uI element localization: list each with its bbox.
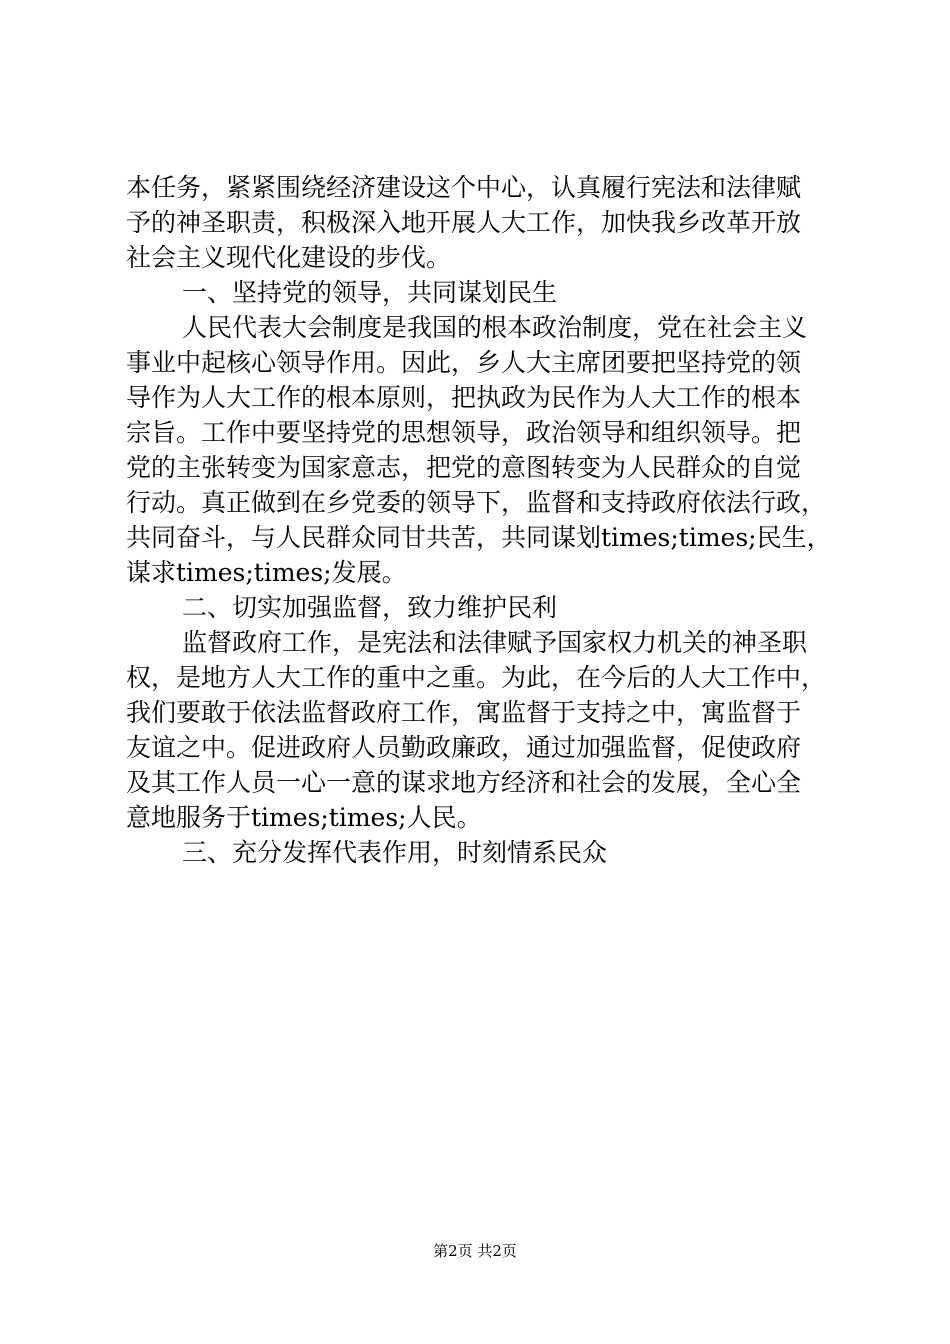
document-body — [126, 170, 836, 870]
paragraph-line: 宗旨。工作中要坚持党的思想领导，政治领导和组织领导。把 — [126, 418, 802, 447]
section-heading: 三、充分发挥代表作用，时刻情系民众 — [182, 838, 608, 867]
paragraph-line: 行动。真正做到在乡党委的领导下，监督和支持政府依法行政， — [126, 488, 827, 517]
section-heading: 一、坚持党的领导，共同谋划民生 — [182, 278, 558, 307]
paragraph-line: 导作为人大工作的根本原则，把执政为民作为人大工作的根本 — [126, 383, 802, 412]
paragraph-line: 人民代表大会制度是我国的根本政治制度，党在社会主义 — [182, 313, 808, 342]
paragraph-line: 事业中起核心领导作用。因此，乡人大主席团要把坚持党的领 — [126, 348, 802, 377]
paragraph-line: 权，是地方人大工作的重中之重。为此，在今后的人大工作中， — [126, 663, 827, 692]
paragraph-line: 本任务，紧紧围绕经济建设这个中心，认真履行宪法和法律赋 — [126, 173, 802, 202]
paragraph-line: 共同奋斗，与人民群众同甘共苦，共同谋划times;times;民生， — [126, 523, 832, 552]
paragraph-line: 谋求times;times;发展。 — [126, 558, 407, 587]
paragraph-line: 我们要敢于依法监督政府工作，寓监督于支持之中，寓监督于 — [126, 698, 802, 727]
paragraph-line: 意地服务于times;times;人民。 — [126, 803, 482, 832]
paragraph-line: 予的神圣职责，积极深入地开展人大工作，加快我乡改革开放 — [126, 208, 802, 237]
paragraph-line: 监督政府工作，是宪法和法律赋予国家权力机关的神圣职 — [182, 628, 808, 657]
paragraph-line: 党的主张转变为国家意志，把党的意图转变为人民群众的自觉 — [126, 453, 802, 482]
paragraph-line: 及其工作人员一心一意的谋求地方经济和社会的发展，全心全 — [126, 768, 802, 797]
paragraph-line: 社会主义现代化建设的步伐。 — [126, 243, 452, 272]
page-footer: 第2页 共2页 — [433, 1242, 517, 1260]
paragraph-line: 友谊之中。促进政府人员勤政廉政，通过加强监督，促使政府 — [126, 733, 802, 762]
section-heading: 二、切实加强监督，致力维护民利 — [182, 593, 558, 622]
